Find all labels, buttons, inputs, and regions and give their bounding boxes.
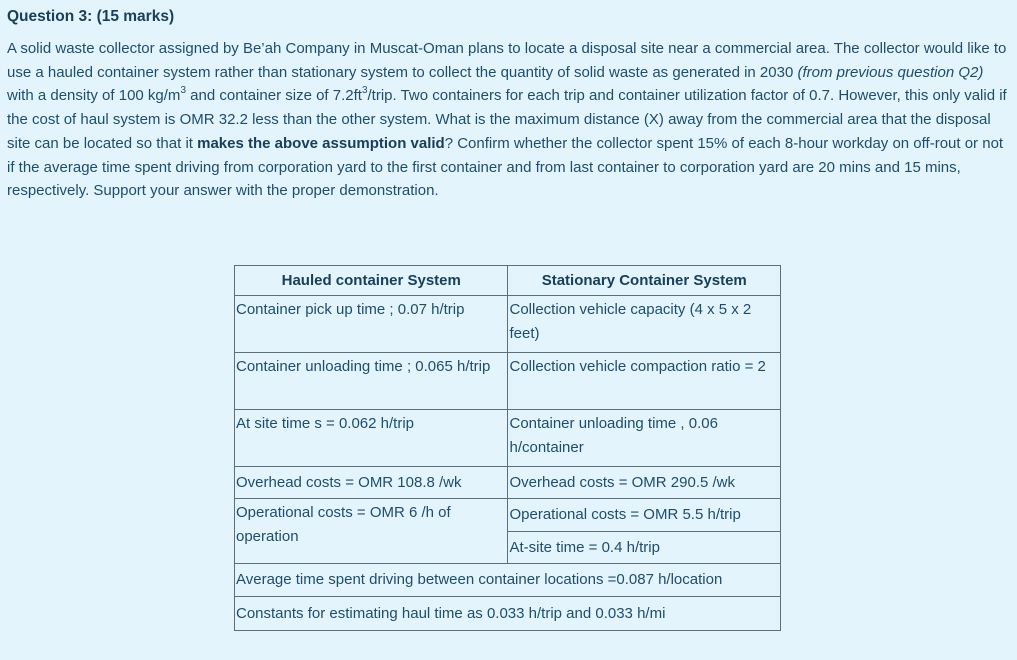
question-text — [7, 37, 1007, 203]
cell-hauled-atsite: At site time s = 0.062 h/trip — [235, 410, 508, 467]
table-row — [235, 597, 781, 631]
question-text-part-7: ? Confirm whether the collector spent 15% of each 8-hour workday on off-rout or not if the average time spent driving from corporation yard to the first container and from last container to corporation yard are 20 mins and 15 mins, respectively. Support your answer with the proper demonstration. — [7, 134, 1004, 200]
cell-hauled-pickup: Container pick up time ; 0.07 h/trip — [235, 296, 508, 353]
table-row — [235, 410, 781, 467]
question-text-part-3: with a density of 100 kg/m — [7, 87, 181, 105]
table-row — [235, 296, 781, 353]
question-text-part-5: /trip. Two containers for each trip and container utilization factor of 0.7. However, this only valid if the cost of haul system is OMR 32.2 less than the other system. What is the maximum distance (X) away from the commercial area that the disposal site can be located so that it — [7, 87, 1007, 152]
table-row — [235, 353, 781, 410]
cell-hauled-operational: Operational costs = OMR 6 /h of operation — [235, 499, 508, 564]
question-text-part-4: and container size of 7.2ft — [186, 87, 362, 105]
table-row — [235, 564, 781, 597]
question-text-part-1: A solid waste collector assigned by Be’ah Company in Muscat-Oman plans to locate a disposal site near a commercial area. The collector would like to use a hauled container system rather than stationary system to collect the quantity of solid waste as generated in 2030 — [7, 40, 1007, 81]
cell-stationary-overhead: Overhead costs = OMR 290.5 /wk — [508, 467, 781, 499]
table-row — [235, 467, 781, 499]
cell-stationary-atsite: At-site time = 0.4 h/trip — [508, 532, 781, 564]
table-header-row — [235, 266, 781, 296]
cell-stationary-compaction: Collection vehicle compaction ratio = 2 — [508, 353, 781, 410]
cell-stationary-unloading: Container unloading time , 0.06 h/container — [508, 410, 781, 467]
cell-haul-constants: Constants for estimating haul time as 0.033 h/trip and 0.033 h/mi — [235, 597, 781, 631]
table-row — [235, 499, 781, 532]
cell-stationary-capacity: Collection vehicle capacity (4 x 5 x 2 feet) — [508, 296, 781, 353]
cell-hauled-overhead: Overhead costs = OMR 108.8 /wk — [235, 467, 508, 499]
header-stationary: Stationary Container System — [508, 266, 781, 296]
header-hauled: Hauled container System — [235, 266, 508, 296]
cell-stationary-operational: Operational costs = OMR 5.5 h/trip — [508, 499, 781, 532]
question-title: Question 3: (15 marks) — [7, 8, 175, 25]
superscript-cubed: 3 — [180, 85, 186, 97]
superscript-cubed-2: 3 — [361, 85, 368, 97]
parameters-table — [234, 265, 781, 631]
question-text-bold: makes the above assumption valid — [197, 134, 445, 152]
cell-hauled-unloading: Container unloading time ; 0.065 h/trip — [235, 353, 508, 410]
cell-driving-time: Average time spent driving between container locations =0.087 h/location — [235, 564, 781, 597]
question-text-italic: (from previous question Q2) — [797, 63, 984, 81]
